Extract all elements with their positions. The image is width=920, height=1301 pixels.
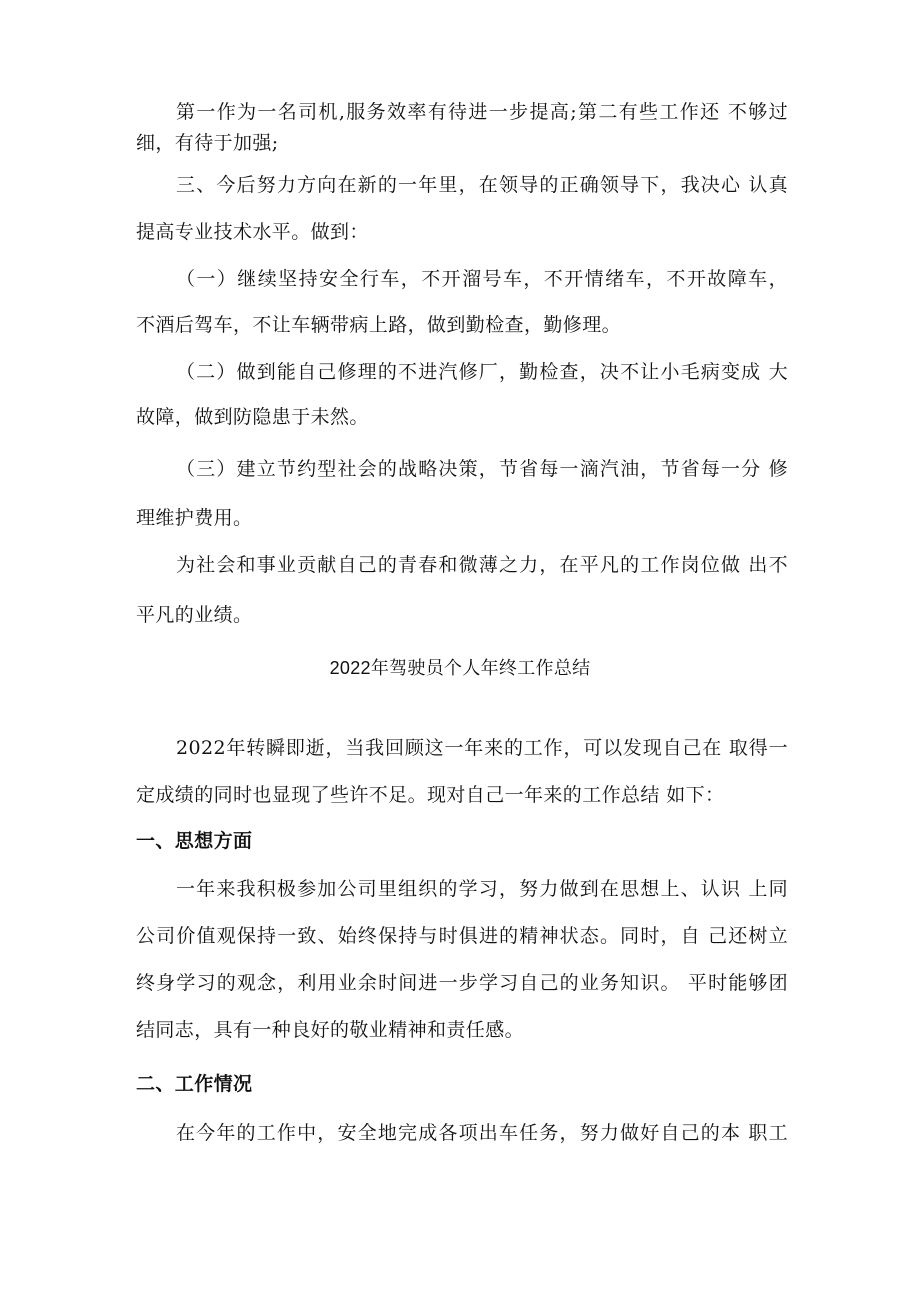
paragraph-3-line-1: （一）继续坚持安全行车，不开溜号车，不开情绪车，不开故障车， bbox=[176, 268, 788, 290]
paragraph-3-line-2: 不酒后驾车，不让车辆带病上路，做到勤检查，勤修理。 bbox=[136, 314, 622, 336]
section-1-line-1: 一年来我积极参加公司里组织的学习，努力做到在思想上、认识 上同 bbox=[176, 878, 788, 900]
paragraph-1-line-2: 细，有待于加强; bbox=[136, 132, 279, 154]
intro-line-2: 定成绩的同时也显现了些许不足。现对自己一年来的工作总结 如下： bbox=[136, 784, 725, 806]
section-1-line-4: 结同志，具有一种良好的敬业精神和责任感。 bbox=[136, 1019, 525, 1041]
paragraph-5-line-1: （三）建立节约型社会的战略决策，节省每一滴汽油，节省每一分 修 bbox=[176, 458, 788, 480]
section-2-heading: 二、工作情况 bbox=[136, 1073, 253, 1095]
section-1-line-2: 公司价值观保持一致、始终保持与时俱进的精神状态。同时，自 己还树立 bbox=[136, 925, 788, 947]
section-1-heading: 一、思想方面 bbox=[136, 830, 253, 852]
paragraph-2-line-2: 提高专业技术水平。做到： bbox=[136, 221, 369, 243]
paragraph-4-line-2: 故障，做到防隐患于未然。 bbox=[136, 406, 369, 428]
section-2-line-1: 在今年的工作中，安全地完成各项出车任务，努力做好自己的本 职工 bbox=[176, 1122, 788, 1144]
paragraph-6-line-1: 为社会和事业贡献自己的青春和微薄之力，在平凡的工作岗位做 出不 bbox=[176, 554, 788, 576]
intro-line-1: 2022年转瞬即逝，当我回顾这一年来的工作，可以发现自己在 取得一 bbox=[176, 737, 788, 759]
paragraph-5-line-2: 理维护费用。 bbox=[136, 507, 253, 529]
paragraph-1-line-1: 第一作为一名司机,服务效率有待进一步提高;第二有些工作还 不够过 bbox=[176, 101, 788, 123]
paragraph-2-line-1: 三、今后努力方向在新的一年里，在领导的正确领导下，我决心 认真 bbox=[176, 174, 788, 196]
document-title: 2022年驾驶员个人年终工作总结 bbox=[329, 658, 591, 678]
paragraph-4-line-1: （二）做到能自己修理的不进汽修厂，勤检查，决不让小毛病变成 大 bbox=[176, 361, 788, 383]
paragraph-6-line-2: 平凡的业绩。 bbox=[136, 604, 253, 626]
section-1-line-3: 终身学习的观念，利用业余时间进一步学习自己的业务知识。 平时能够团 bbox=[136, 972, 788, 994]
